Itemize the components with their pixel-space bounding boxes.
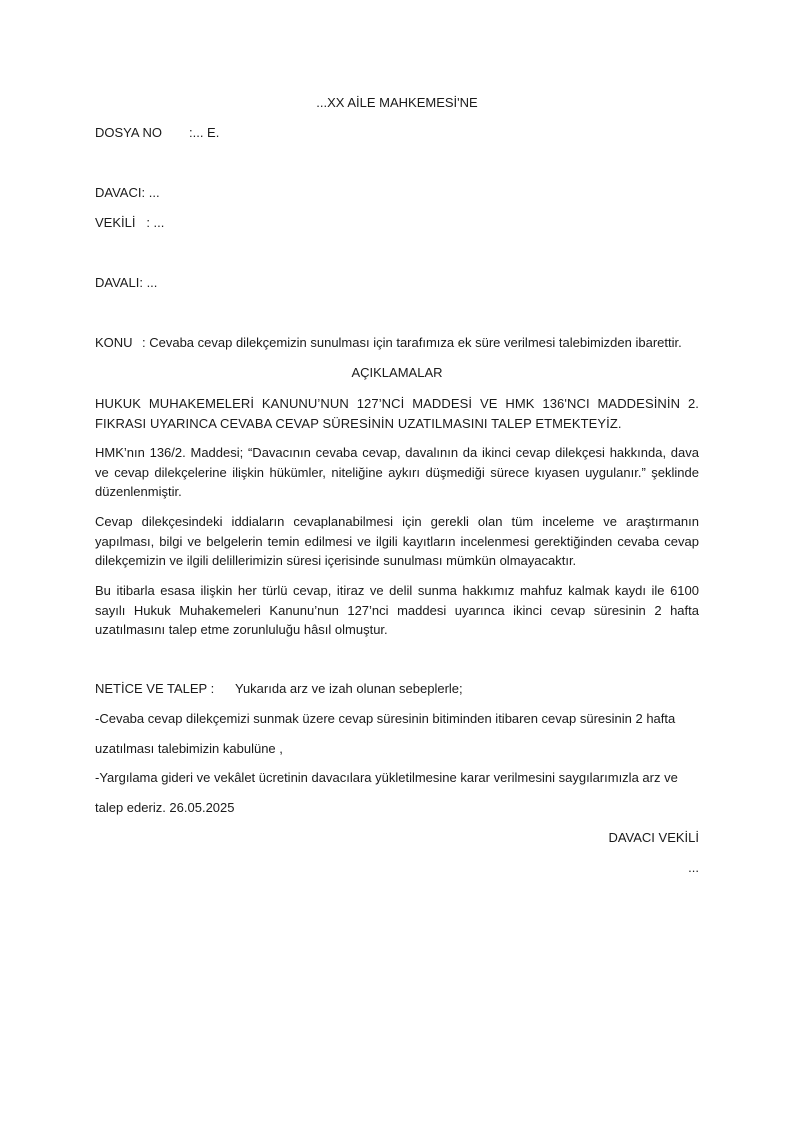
defendant-value: ... (146, 275, 158, 290)
plaintiff-value: ... (148, 185, 160, 200)
signature-name: ... (688, 860, 699, 875)
request-label: NETİCE VE TALEP : (95, 681, 215, 696)
file-number-row (95, 125, 219, 141)
request-item-1-line-2: uzatılması talebimizin kabulüne , (95, 741, 283, 756)
request-item-1-line-1: -Cevaba cevap dilekçemizi sunmak üzere cevap süresinin bitiminden itibaren cevap süresinin 2 hafta (95, 711, 676, 726)
attorney-label: VEKİLİ (95, 215, 136, 230)
subject-label: KONU (95, 335, 133, 350)
file-number-value: :... E. (189, 125, 220, 140)
signature-label: DAVACI VEKİLİ (608, 830, 699, 845)
explanations-intro: HUKUK MUHAKEMELERİ KANUNU’NUN 127’NCİ MADDESİ VE HMK 136'NCI MADDESİNİN 2. FIKRASI UYARINCA CEVABA CEVAP SÜRESİNİN UZATILMASINI TALEP ETMEKTEYİZ. (95, 396, 699, 431)
attorney-row (95, 215, 164, 231)
defendant-label: DAVALI: (95, 275, 143, 290)
plaintiff-label: DAVACI: (95, 185, 146, 200)
request-item-2-line-1: -Yargılama gideri ve vekâlet ücretinin davacılara yükletilmesine karar verilmesini saygılarımızla arz ve (95, 770, 678, 785)
explanations-heading: AÇIKLAMALAR (351, 365, 443, 380)
defendant-row (95, 275, 157, 291)
subject-value: : Cevaba cevap dilekçemizin sunulması için tarafımıza ek süre verilmesi talebimizden ibarettir. (142, 335, 682, 350)
file-number-label: DOSYA NO (95, 125, 162, 140)
subject-row (95, 335, 682, 351)
paragraph-hmk-136: HMK’nın 136/2. Maddesi; “Davacının cevaba cevap, davalının da ikinci cevap dilekçesi hakkında, dava ve cevap dilekçelerine ilişkin hükümler, niteliğine aykırı düşmediği sürece kıyasen uygulanır.” şeklinde düzenlenmiştir. (95, 445, 699, 499)
attorney-value: : ... (146, 215, 165, 230)
request-value: Yukarıda arz ve izah olunan sebeplerle; (235, 681, 463, 696)
plaintiff-row (95, 185, 160, 201)
request-row (95, 681, 463, 697)
court-title: ...XX AİLE MAHKEMESİ'NE (316, 95, 478, 110)
paragraph-cevap-dilekcesi: Cevap dilekçesindeki iddiaların cevaplanabilmesi için gerekli olan tüm inceleme ve araştırmanın yapılması, bilgi ve belgelerin temin edilmesi ve ilgili kayıtların incelenmesi gerektiğinden cevaba cevap dilekçemizin ve ilgili delillerimizin süresi içerisinde sunulması mümkün olmayacaktır. (95, 514, 699, 568)
paragraph-bu-itibarla: Bu itibarla esasa ilişkin her türlü cevap, itiraz ve delil sunma hakkımız mahfuz kalmak kaydı ile 6100 sayılı Hukuk Muhakemeleri Kanunu’nun 127’nci maddesi uyarınca ikinci cevap süresinin 2 hafta uzatılmasını talep etme zorunluluğu hâsıl olmuştur. (95, 583, 699, 637)
request-item-2-line-2: talep ederiz. 26.05.2025 (95, 800, 235, 815)
